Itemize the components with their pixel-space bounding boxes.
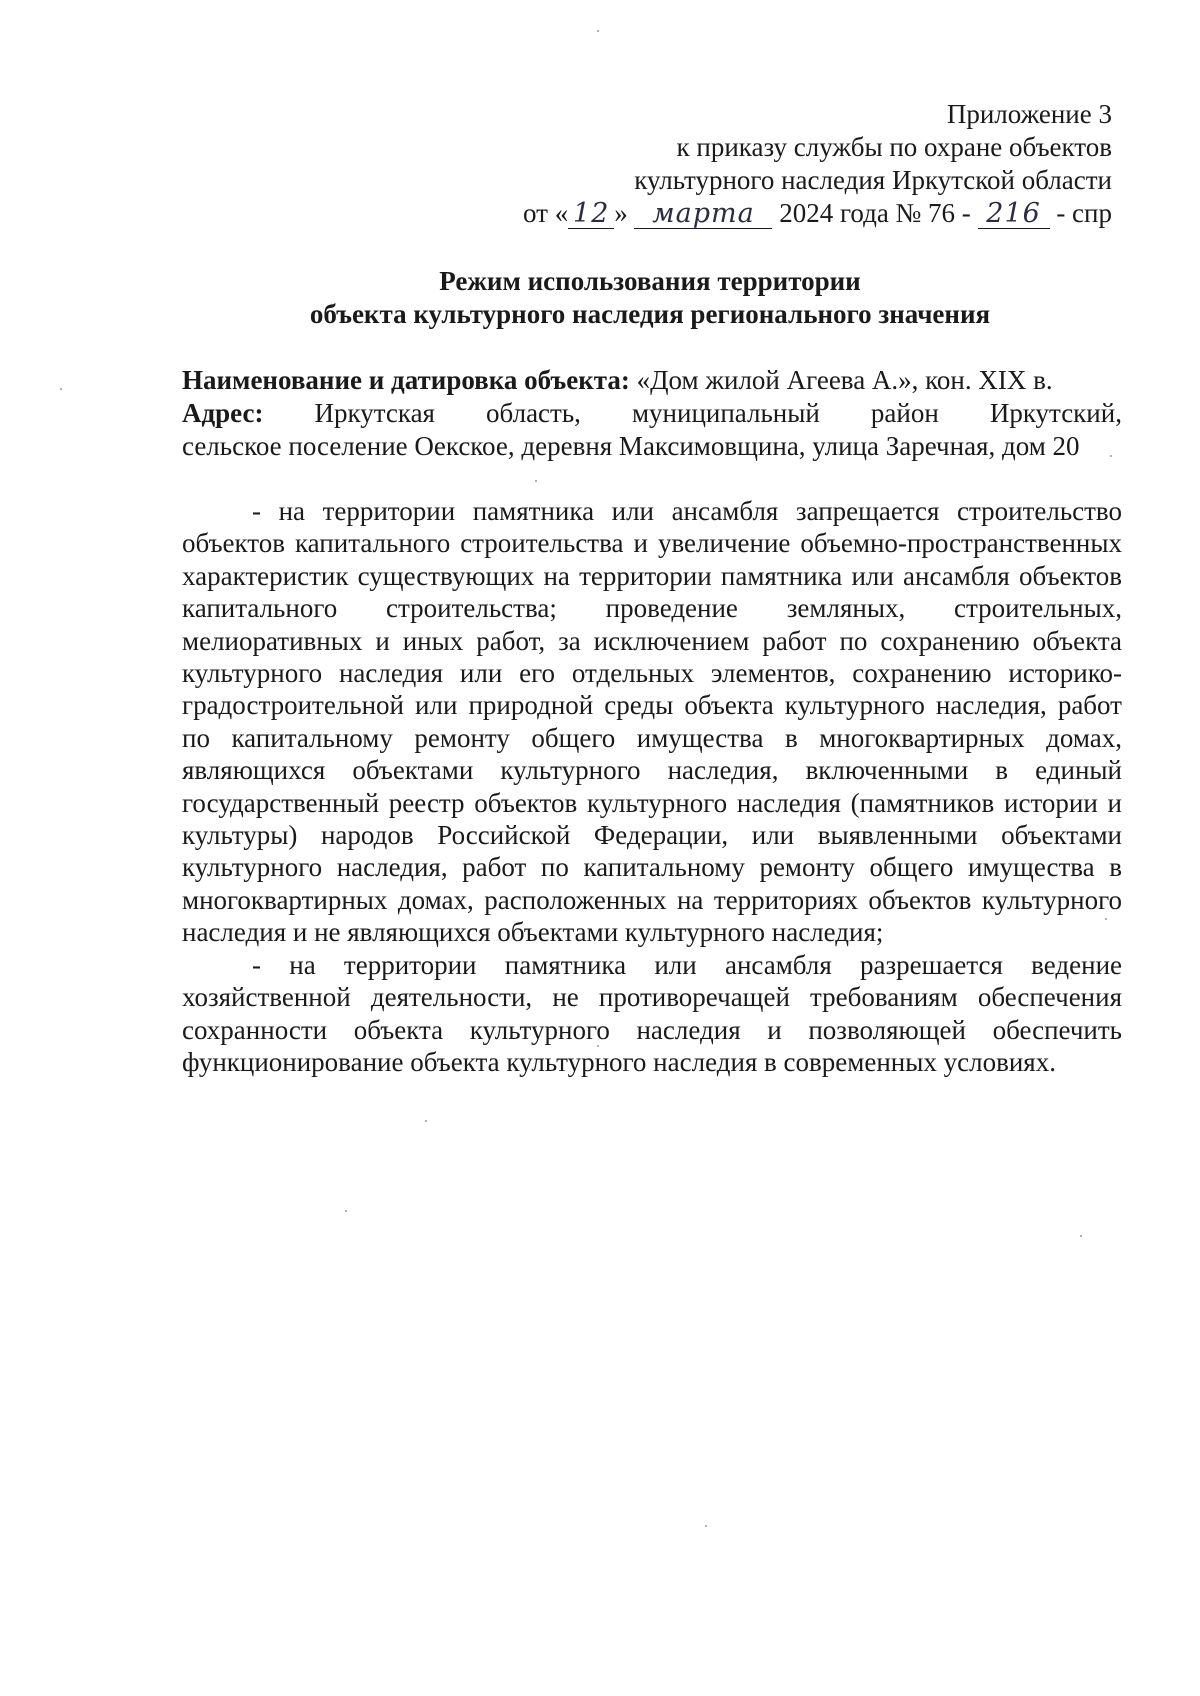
address-label: Адрес: (182, 398, 264, 428)
object-info (182, 364, 1122, 463)
handwritten-month: марта (634, 200, 772, 229)
address-word: муниципальный (631, 398, 820, 428)
date-quote-close: » (614, 198, 628, 228)
scan-speck (1080, 1235, 1082, 1237)
scan-speck (597, 30, 599, 32)
document-title (180, 265, 1120, 331)
scan-speck (60, 388, 62, 390)
permissions-paragraph: - на территории памятника или ансамбля разрешается ведение хозяйственной деятельности, не противоречащей требованиям обеспечения сохранности объекта культурного наследия и позволяющей обеспечить функционирование объекта культурного наследия в современных условиях. (182, 949, 1122, 1077)
address-word: Иркутская (314, 398, 435, 428)
scan-speck (425, 1120, 427, 1122)
order-date-line (472, 197, 1112, 230)
scan-speck (345, 1210, 347, 1212)
regime-text (182, 495, 1122, 1078)
handwritten-day: 12 (568, 200, 614, 229)
address-word: район (870, 398, 939, 428)
address-word: Иркутский, (989, 398, 1122, 428)
object-name-row (182, 364, 1122, 397)
appendix-header (472, 98, 1112, 230)
order-suffix: - спр (1056, 198, 1112, 228)
title-line-1: Режим использования территории (439, 266, 861, 296)
issuing-authority: культурного наследия Иркутской области (634, 165, 1112, 195)
handwritten-order-number: 216 (978, 200, 1050, 229)
year-and-number-label: 2024 года № 76 - (779, 198, 971, 228)
address-row (182, 397, 1122, 430)
scan-speck (535, 480, 537, 482)
date-prefix: от « (523, 198, 569, 228)
order-reference: к приказу службы по охране объектов (676, 132, 1112, 162)
address-word: область, (486, 398, 581, 428)
address-line-2: сельское поселение Оекское, деревня Максимовщина, улица Заречная, дом 20 (182, 431, 1080, 461)
prohibitions-paragraph: - на территории памятника или ансамбля запрещается строительство объектов капитального строительства и увеличение объемно-пространственных характеристик существующих на территории памятника или ансамбля объектов капитального строительства; проведение земляных, строительных, мелиоративных и иных работ, за исключением работ по сохранению объекта культурного наследия или его отдельных элементов, сохранению историко-градостроительной или природной среды объекта культурного наследия, работ по капитальному ремонту общего имущества в многоквартирных домах, являющихся объектами культурного наследия, включенными в единый государственный реестр объектов культурного наследия (памятников истории и культуры) народов Российской Федерации, или выявленными объектами культурного наследия, работ по капитальному ремонту общего имущества в многоквартирных домах, расположенных на территориях объектов культурного наследия и не являющихся объектами культурного наследия; (182, 496, 1122, 948)
appendix-number: Приложение 3 (946, 99, 1112, 129)
object-name-value: «Дом жилой Агеева А.», кон. XIX в. (636, 365, 1053, 395)
object-name-label: Наименование и датировка объекта: (182, 365, 630, 395)
scan-speck (705, 1525, 707, 1527)
title-line-2: объекта культурного наследия регионального значения (309, 299, 991, 329)
